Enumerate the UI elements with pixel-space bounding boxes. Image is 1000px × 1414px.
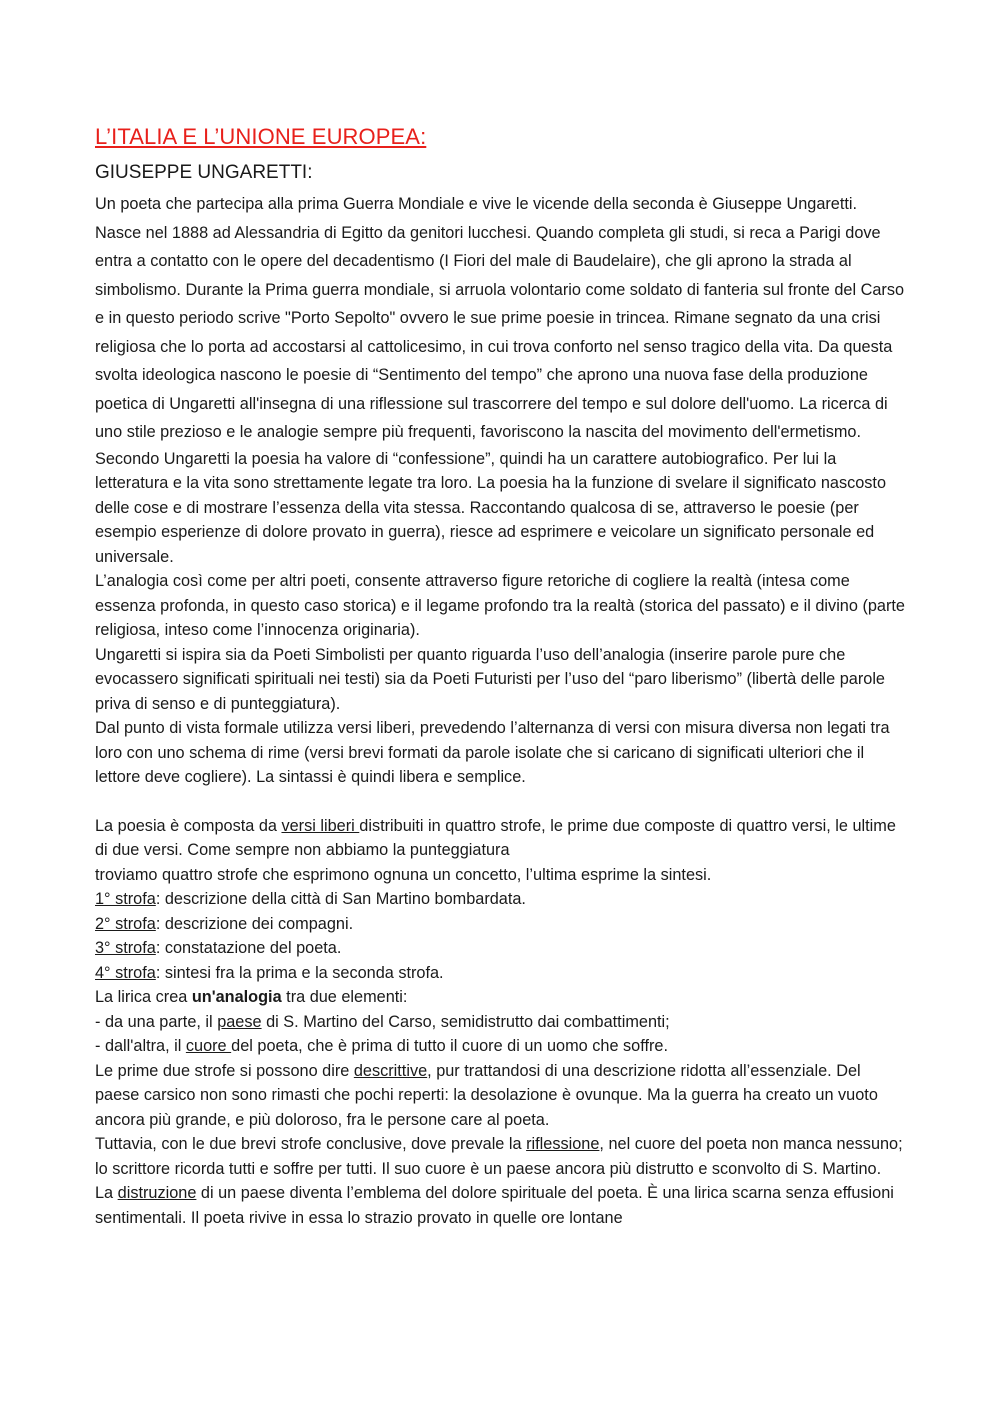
paragraph-biography: Un poeta che partecipa alla prima Guerra Mondiale e vive le vicende della seconda è Giuseppe Ungaretti. Nasce nel 1888 ad Alessandria di Egitto da genitori lucchesi. Quando completa gli studi, si reca a Parigi dove entra a contatto con le opere del decadentismo (I Fiori del male di Baudelaire), che gli aprono la strada al simbolismo. Durante la Prima guerra mondiale, si arruola volontario come soldato di fanteria sul fronte del Carso e in questo periodo scrive "Porto Sepolto" ovvero le sue prime poesie in trincea. Rimane segnato da una crisi religiosa che lo porta ad accostarsi al cattolicesimo, in cui trova conforto nel senso tragico della vita. Da questa svolta ideologica nascono le poesie di “Sentimento del tempo” che aprono una nuova fase della produzione poetica di Ungaretti all'insegna di una riflessione sul trascorrere del tempo e sul dolore dell'uomo. La ricerca di uno stile prezioso e le analogie sempre più frequenti, favoriscono la nascita del movimento dell'ermetismo. (95, 195, 905, 441)
paragraph-gap (95, 790, 907, 814)
paragraph-structure: La poesia è composta da versi liberi distribuiti in quattro strofe, le prime due composte di quattro versi, le ultime di due versi. Come sempre non abbiamo la punteggiatura (95, 816, 896, 859)
paragraph-descriptive: Le prime due strofe si possono dire descrittive, pur trattandosi di una descrizione ridotta all’essenziale. Del paese carsico non sono rimasti che pochi reperti: la desolazione è ovunque. Ma la guerra ha creato un vuoto ancora più grande, e più doloroso, fra le persone care al poeta. (95, 1061, 878, 1129)
paragraph-strophes-intro: troviamo quattro strofe che esprimono ognuna un concetto, l’ultima esprime la sintesi. (95, 865, 712, 884)
strofa-item: 3° strofa: constatazione del poeta. (95, 939, 342, 957)
document-body (95, 122, 907, 1230)
bold-term: un'analogia (191, 988, 282, 1006)
strofa-item: 2° strofa: descrizione dei compagni. (95, 914, 354, 933)
strofa-label: 4° strofa (95, 963, 156, 982)
paragraph-reflection: Tuttavia, con le due brevi strofe conclusive, dove prevale la riflessione, nel cuore del poeta non manca nessuno; lo scrittore ricorda tutti e soffre per tutti. Il suo cuore è un paese ancora più distrutto e sconvolto di S. Martino. (95, 1135, 903, 1178)
paragraph-form: Dal punto di vista formale utilizza versi liberi, prevedendo l’alternanza di versi con misura diversa non legati tra loro con uno schema di rime (versi brevi formati da parole isolate che si caricano di significati ulteriori che il lettore deve cogliere). La sintassi è quindi libera e semplice. (95, 719, 890, 786)
paragraph-destruction: La distruzione di un paese diventa l’emblema del dolore spirituale del poeta. È una lirica scarna senza effusioni sentimentali. Il poeta rivive in essa lo strazio provato in quelle ore lontane (95, 1184, 894, 1227)
paragraph-poetics: Secondo Ungaretti la poesia ha valore di “confessione”, quindi ha un carattere autobiografico. Per lui la letteratura e la vita sono strettamente legate tra loro. La poesia ha la funzione di svelare il significato nascosto delle cose e di mostrare l’essenza della vita stessa. Raccontando qualcosa di se, attraverso le poesie (per esempio esperienze di dolore provato in guerra), riesce ad esprimere e veicolare un significato personale ed universale. (95, 449, 887, 566)
underlined-term: riflessione (526, 1135, 600, 1153)
paragraph-analogy: L’analogia così come per altri poeti, consente attraverso figure retoriche di cogliere la realtà (intesa come essenza profonda, in questo caso storica) e il legame profondo tra la realtà (storica del passato) e il divino (parte religiosa, inteso come l’innocenza originaria). (95, 572, 905, 639)
underlined-term: descrittive (353, 1061, 428, 1080)
strofa-item: 1° strofa: descrizione della città di San Martino bombardata. (95, 890, 526, 908)
strofa-item: 4° strofa: sintesi fra la prima e la seconda strofa. (95, 963, 444, 982)
paragraph-lirica: La lirica crea un'analogia tra due elementi: (95, 988, 408, 1006)
underlined-term: cuore (185, 1037, 232, 1055)
document-title: L’ITALIA E L’UNIONE EUROPEA: (95, 124, 427, 149)
underlined-term: distruzione (117, 1184, 197, 1202)
section-heading: GIUSEPPE UNGARETTI: (95, 162, 313, 183)
strofa-label: 3° strofa (95, 939, 156, 957)
underlined-term: paese (217, 1012, 262, 1031)
list-item: - da una parte, il paese di S. Martino del Carso, semidistrutto dai combattimenti; (95, 1012, 670, 1031)
underlined-term: versi liberi (281, 816, 360, 835)
list-item: - dall'altra, il cuore del poeta, che è prima di tutto il cuore di un uomo che soffre. (95, 1037, 668, 1055)
strofa-label: 2° strofa (95, 914, 156, 933)
paragraph-influences: Ungaretti si ispira sia da Poeti Simbolisti per quanto riguarda l’uso dell’analogia (inserire parole pure che evocassero significati spirituali nei testi) sia da Poeti Futuristi per l’uso del “paro liberismo” (libertà delle parole priva di senso e di punteggiatura). (95, 645, 885, 713)
strofa-label: 1° strofa (95, 890, 156, 908)
